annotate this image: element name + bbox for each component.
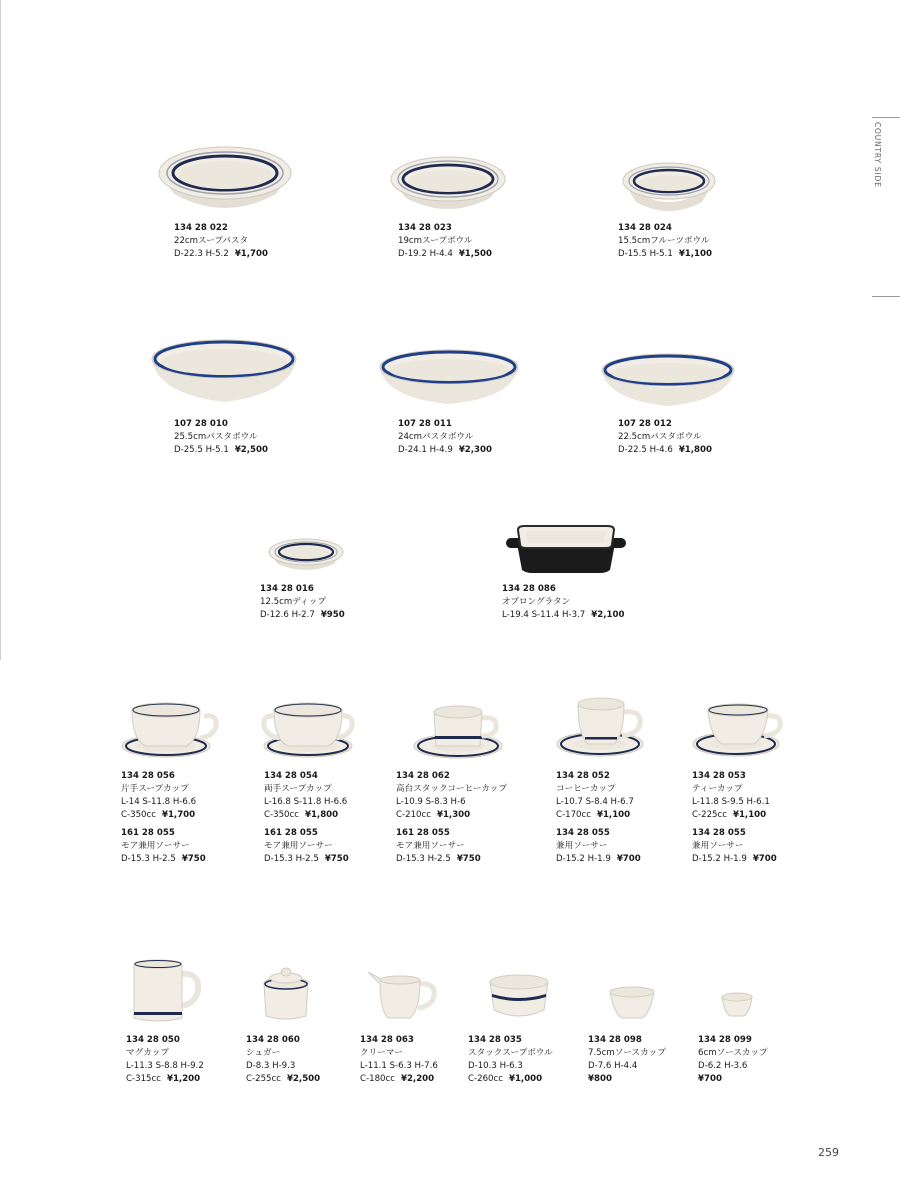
- product-caption: [360, 1034, 438, 1086]
- product-price: ¥950: [320, 610, 345, 620]
- gratin-dish-icon: [506, 526, 626, 574]
- product-dims: L-11.8 S-9.5 H-6.1: [692, 797, 770, 807]
- product-code: 134 28 063: [360, 1035, 414, 1045]
- product-caption: [698, 1034, 768, 1086]
- product-caption: [588, 1034, 666, 1086]
- product-name: ティーカップ: [692, 784, 743, 794]
- creamer-icon: [366, 970, 438, 1022]
- saucer-name: モア兼用ソーサー: [396, 841, 465, 851]
- coffee-cup-icon: [556, 696, 650, 762]
- product-name: 22.5cmパスタボウル: [618, 432, 702, 442]
- sauce-cup-icon: [608, 986, 656, 1022]
- product-code: 134 28 022: [174, 223, 228, 233]
- product-price: ¥1,100: [596, 810, 631, 820]
- product-dims: D-25.5 H-5.1: [174, 445, 229, 455]
- stack-coffee-cup-icon: [412, 702, 506, 762]
- product-capacity: C-210cc: [396, 810, 431, 820]
- left-margin-rule: [0, 0, 1, 660]
- product-name: 24cmパスタボウル: [398, 432, 474, 442]
- mug-icon: [130, 958, 202, 1024]
- product-code: 134 28 062: [396, 771, 450, 781]
- product-name: 高台スタックコーヒーカップ: [396, 784, 507, 794]
- product-dims: L-16.8 S-11.8 H-6.6: [264, 797, 348, 807]
- product-price: ¥700: [698, 1074, 722, 1084]
- product-name: 6cmソースカップ: [698, 1048, 768, 1058]
- product-name: マグカップ: [126, 1048, 169, 1058]
- product-code: 134 28 053: [692, 771, 746, 781]
- product-dims: D-22.5 H-4.6: [618, 445, 673, 455]
- dip-dish-icon: [268, 538, 344, 572]
- product-code: 134 28 056: [121, 771, 175, 781]
- product-caption: [174, 222, 268, 261]
- saucer-price: ¥700: [616, 854, 641, 864]
- product-dims: D-12.6 H-2.7: [260, 610, 315, 620]
- pasta-bowl-icon: [150, 338, 298, 404]
- product-name: オブロングラタン: [502, 597, 571, 607]
- product-capacity: C-180cc: [360, 1074, 395, 1084]
- product-code: 134 28 050: [126, 1035, 180, 1045]
- saucer-code: 161 28 055: [121, 828, 175, 838]
- sauce-cup-icon: [720, 992, 754, 1020]
- side-tab-rule-top: [872, 117, 900, 118]
- product-dims: L-19.4 S-11.4 H-3.7: [502, 610, 586, 620]
- saucer-code: 134 28 055: [556, 828, 610, 838]
- saucer-price: ¥750: [181, 854, 206, 864]
- saucer-name: 兼用ソーサー: [692, 841, 744, 851]
- product-dims: L-14 S-11.8 H-6.6: [121, 797, 197, 807]
- saucer-dims: D-15.3 H-2.5: [121, 854, 176, 864]
- product-price: ¥1,100: [678, 249, 712, 259]
- product-price: ¥1,800: [304, 810, 339, 820]
- product-dims: D-19.2 H-4.4: [398, 249, 453, 259]
- product-code: 107 28 012: [618, 419, 672, 429]
- product-name: スタックスープボウル: [468, 1048, 553, 1058]
- product-caption: [468, 1034, 553, 1086]
- product-price: ¥1,800: [678, 445, 712, 455]
- product-price: ¥1,200: [166, 1074, 201, 1084]
- pasta-bowl-icon: [378, 348, 520, 406]
- product-code: 134 28 023: [398, 223, 452, 233]
- saucer-name: モア兼用ソーサー: [121, 841, 190, 851]
- product-dims: D-24.1 H-4.9: [398, 445, 453, 455]
- product-price: ¥2,500: [234, 445, 268, 455]
- product-price: ¥800: [588, 1074, 612, 1084]
- fruit-bowl-icon: [622, 162, 716, 214]
- product-price: ¥1,500: [458, 249, 492, 259]
- product-capacity: C-260cc: [468, 1074, 503, 1084]
- sugar-pot-icon: [260, 966, 312, 1022]
- saucer-name: 兼用ソーサー: [556, 841, 608, 851]
- saucer-dims: D-15.3 H-2.5: [264, 854, 319, 864]
- product-capacity: C-255cc: [246, 1074, 281, 1084]
- product-price: ¥1,000: [508, 1074, 543, 1084]
- product-code: 134 28 098: [588, 1035, 642, 1045]
- pasta-bowl-icon: [600, 352, 736, 408]
- product-dims: L-11.1 S-6.3 H-7.6: [360, 1061, 438, 1071]
- product-dims: D-22.3 H-5.2: [174, 249, 229, 259]
- product-capacity: C-315cc: [126, 1074, 161, 1084]
- soup-cup-icon: [120, 700, 220, 760]
- product-name: 22cmスープパスタ: [174, 236, 249, 246]
- saucer-dims: D-15.2 H-1.9: [692, 854, 747, 864]
- product-code: 134 28 086: [502, 584, 556, 594]
- product-caption: [618, 222, 712, 261]
- product-caption: [618, 418, 712, 457]
- section-label: COUNTRY SIDE: [873, 122, 882, 188]
- side-tab-rule-bottom: [872, 296, 900, 297]
- product-code: 134 28 054: [264, 771, 318, 781]
- product-name: 12.5cmディップ: [260, 597, 326, 607]
- product-price: ¥2,100: [591, 610, 625, 620]
- product-price: ¥2,500: [286, 1074, 321, 1084]
- product-name: 片手スープカップ: [121, 784, 189, 794]
- product-code: 134 28 016: [260, 584, 314, 594]
- product-caption: [126, 1034, 204, 1086]
- product-price: ¥2,300: [458, 445, 492, 455]
- product-dims: D-10.3 H-6.3: [468, 1061, 523, 1071]
- product-code: 134 28 035: [468, 1035, 522, 1045]
- product-name: シュガー: [246, 1048, 281, 1058]
- product-dims: D-7.6 H-4.4: [588, 1061, 638, 1071]
- page-number: 259: [818, 1146, 839, 1159]
- product-capacity: C-225cc: [692, 810, 727, 820]
- product-dims: D-6.2 H-3.6: [698, 1061, 748, 1071]
- saucer-price: ¥750: [456, 854, 481, 864]
- product-dims: D-15.5 H-5.1: [618, 249, 673, 259]
- product-capacity: C-170cc: [556, 810, 591, 820]
- product-code: 134 28 024: [618, 223, 672, 233]
- saucer-name: モア兼用ソーサー: [264, 841, 333, 851]
- product-dims: L-11.3 S-8.8 H-9.2: [126, 1061, 204, 1071]
- cup-set-caption: [121, 770, 206, 866]
- product-caption: [260, 583, 345, 622]
- product-name: 両手スープカップ: [264, 784, 332, 794]
- product-capacity: C-350cc: [121, 810, 156, 820]
- cup-set-caption: [264, 770, 349, 866]
- product-code: 134 28 060: [246, 1035, 300, 1045]
- product-caption: [246, 1034, 320, 1086]
- product-name: 25.5cmパスタボウル: [174, 432, 258, 442]
- product-dims: L-10.9 S-8.3 H-6: [396, 797, 466, 807]
- saucer-dims: D-15.3 H-2.5: [396, 854, 451, 864]
- product-caption: [398, 418, 492, 457]
- product-price: ¥1,700: [234, 249, 268, 259]
- saucer-code: 161 28 055: [396, 828, 450, 838]
- cup-set-caption: [556, 770, 641, 866]
- soup-bowl-icon: [390, 156, 506, 212]
- product-name: 7.5cmソースカップ: [588, 1048, 666, 1058]
- product-name: クリーマー: [360, 1048, 403, 1058]
- product-price: ¥1,700: [161, 810, 196, 820]
- saucer-code: 161 28 055: [264, 828, 318, 838]
- product-price: ¥2,200: [400, 1074, 435, 1084]
- two-handle-soup-cup-icon: [258, 700, 362, 760]
- product-code: 107 28 010: [174, 419, 228, 429]
- tea-cup-icon: [692, 702, 784, 762]
- product-name: コーヒーカップ: [556, 784, 616, 794]
- saucer-code: 134 28 055: [692, 828, 746, 838]
- product-code: 134 28 052: [556, 771, 610, 781]
- product-caption: [502, 583, 624, 622]
- cup-set-caption: [692, 770, 777, 866]
- product-price: ¥1,300: [436, 810, 471, 820]
- soup-plate-icon: [158, 146, 292, 212]
- product-capacity: C-350cc: [264, 810, 299, 820]
- product-name: 19cmスープボウル: [398, 236, 473, 246]
- product-code: 107 28 011: [398, 419, 452, 429]
- product-caption: [398, 222, 492, 261]
- saucer-price: ¥700: [752, 854, 777, 864]
- cup-set-caption: [396, 770, 507, 866]
- stack-soup-bowl-icon: [488, 972, 550, 1022]
- saucer-price: ¥750: [324, 854, 349, 864]
- product-name: 15.5cmフルーツボウル: [618, 236, 710, 246]
- saucer-dims: D-15.2 H-1.9: [556, 854, 611, 864]
- product-dims: L-10.7 S-8.4 H-6.7: [556, 797, 634, 807]
- product-dims: D-8.3 H-9.3: [246, 1061, 296, 1071]
- product-price: ¥1,100: [732, 810, 767, 820]
- product-caption: [174, 418, 268, 457]
- product-code: 134 28 099: [698, 1035, 752, 1045]
